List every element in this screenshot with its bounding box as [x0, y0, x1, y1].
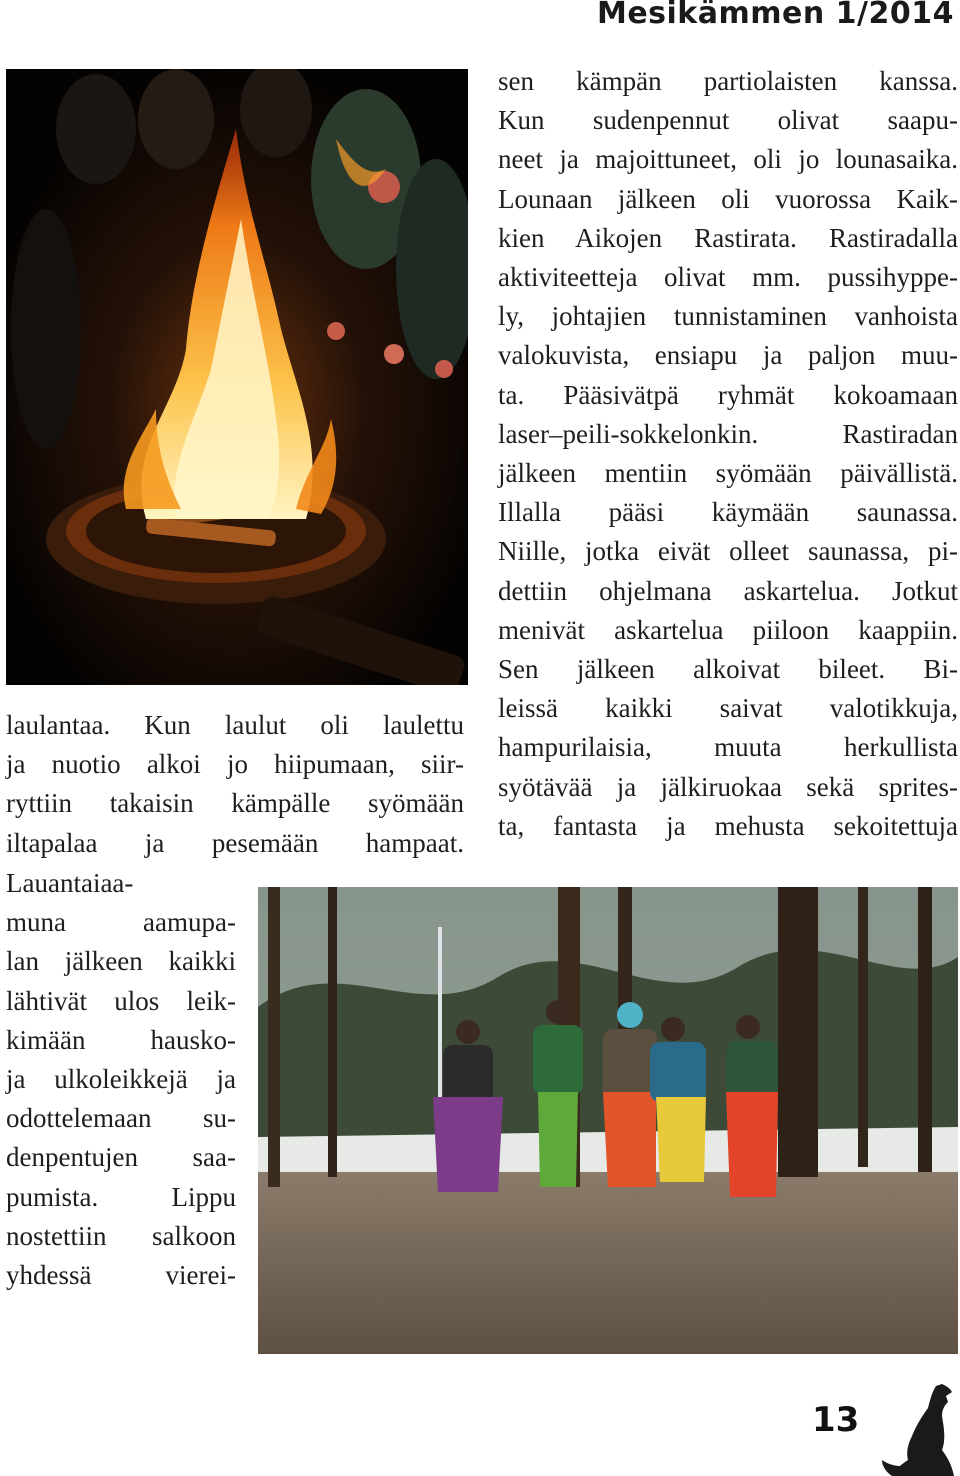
text-line: Illalla pääsi käymään saunassa. [498, 497, 958, 528]
text-line: ta. Pääsivätpä ryhmät kokoamaan [498, 379, 958, 410]
text-line: muna aamupa- [6, 907, 236, 938]
text-line: Niille, jotka eivät olleet saunassa, pi- [498, 536, 958, 567]
text-line: laulantaa. Kun laulut oli laulettu [6, 710, 464, 740]
article-left-column-narrow [6, 864, 236, 1295]
howling-wolf-icon [872, 1380, 960, 1476]
text-line: dettiin ohjelmana askartelua. Jotkut [498, 575, 958, 606]
text-line: leissä kaikki saivat valotikkuja, [498, 693, 958, 724]
left-paragraph-narrow [6, 864, 236, 1295]
text-line: neet ja majoittuneet, oli jo lounasaika. [498, 144, 958, 175]
text-line: iltapalaa ja pesemään hampaat. [6, 827, 464, 858]
text-line: Kun sudenpennut olivat saapu- [498, 105, 958, 136]
article-right-column [498, 62, 958, 846]
text-line: hampurilaisia, muuta herkullista [498, 732, 958, 763]
text-line: valokuvista, ensiapu ja paljon muu- [498, 340, 958, 371]
text-line: lan jälkeen kaikki [6, 946, 236, 977]
text-line: jälkeen mentiin syömään päivällistä. [498, 458, 958, 489]
text-line: laser–peili-sokkelonkin. Rastiradan [498, 418, 958, 449]
article-left-column-top [6, 706, 464, 863]
left-paragraph [6, 706, 464, 863]
magazine-header: Mesikämmen 1/2014 [596, 0, 954, 31]
page-number: 13 [812, 1400, 860, 1440]
right-paragraph [498, 62, 958, 846]
text-line: Sen jälkeen alkoivat bileet. Bi- [498, 654, 958, 685]
text-line: lähtivät ulos leik- [6, 985, 236, 1016]
text-line: Lounaan jälkeen oli vuorossa Kaik- [498, 183, 958, 214]
text-line: syötävää ja jälkiruokaa sekä sprites- [498, 771, 958, 802]
text-line: menivät askartelua piiloon kaappiin. [498, 614, 958, 645]
campfire-photo [6, 69, 468, 685]
text-line: Lauantaiaa- [6, 868, 134, 898]
text-line: odottelemaan su- [6, 1103, 236, 1134]
text-line: ly, johtajien tunnistaminen vanhoista [498, 301, 958, 332]
text-line: kien Aikojen Rastirata. Rastiradalla [498, 222, 958, 253]
text-line: ta, fantasta ja mehusta sekoitettuja [498, 810, 958, 841]
text-line: ja ulkoleikkejä ja [6, 1064, 236, 1095]
text-line: kimään hausko- [6, 1024, 236, 1055]
text-line: pumista. Lippu [6, 1181, 236, 1212]
text-line: aktiviteetteja olivat mm. pussihyppe- [498, 262, 958, 293]
text-line: yhdessä vierei- [6, 1260, 236, 1291]
sack-race-photo [258, 887, 958, 1354]
text-line: ja nuotio alkoi jo hiipumaan, siir- [6, 749, 464, 780]
text-line: sen kämpän partiolaisten kanssa. [498, 66, 958, 96]
text-line: ryttiin takaisin kämpälle syömään [6, 788, 464, 819]
text-line: nostettiin salkoon [6, 1220, 236, 1251]
text-line: denpentujen saa- [6, 1142, 236, 1173]
